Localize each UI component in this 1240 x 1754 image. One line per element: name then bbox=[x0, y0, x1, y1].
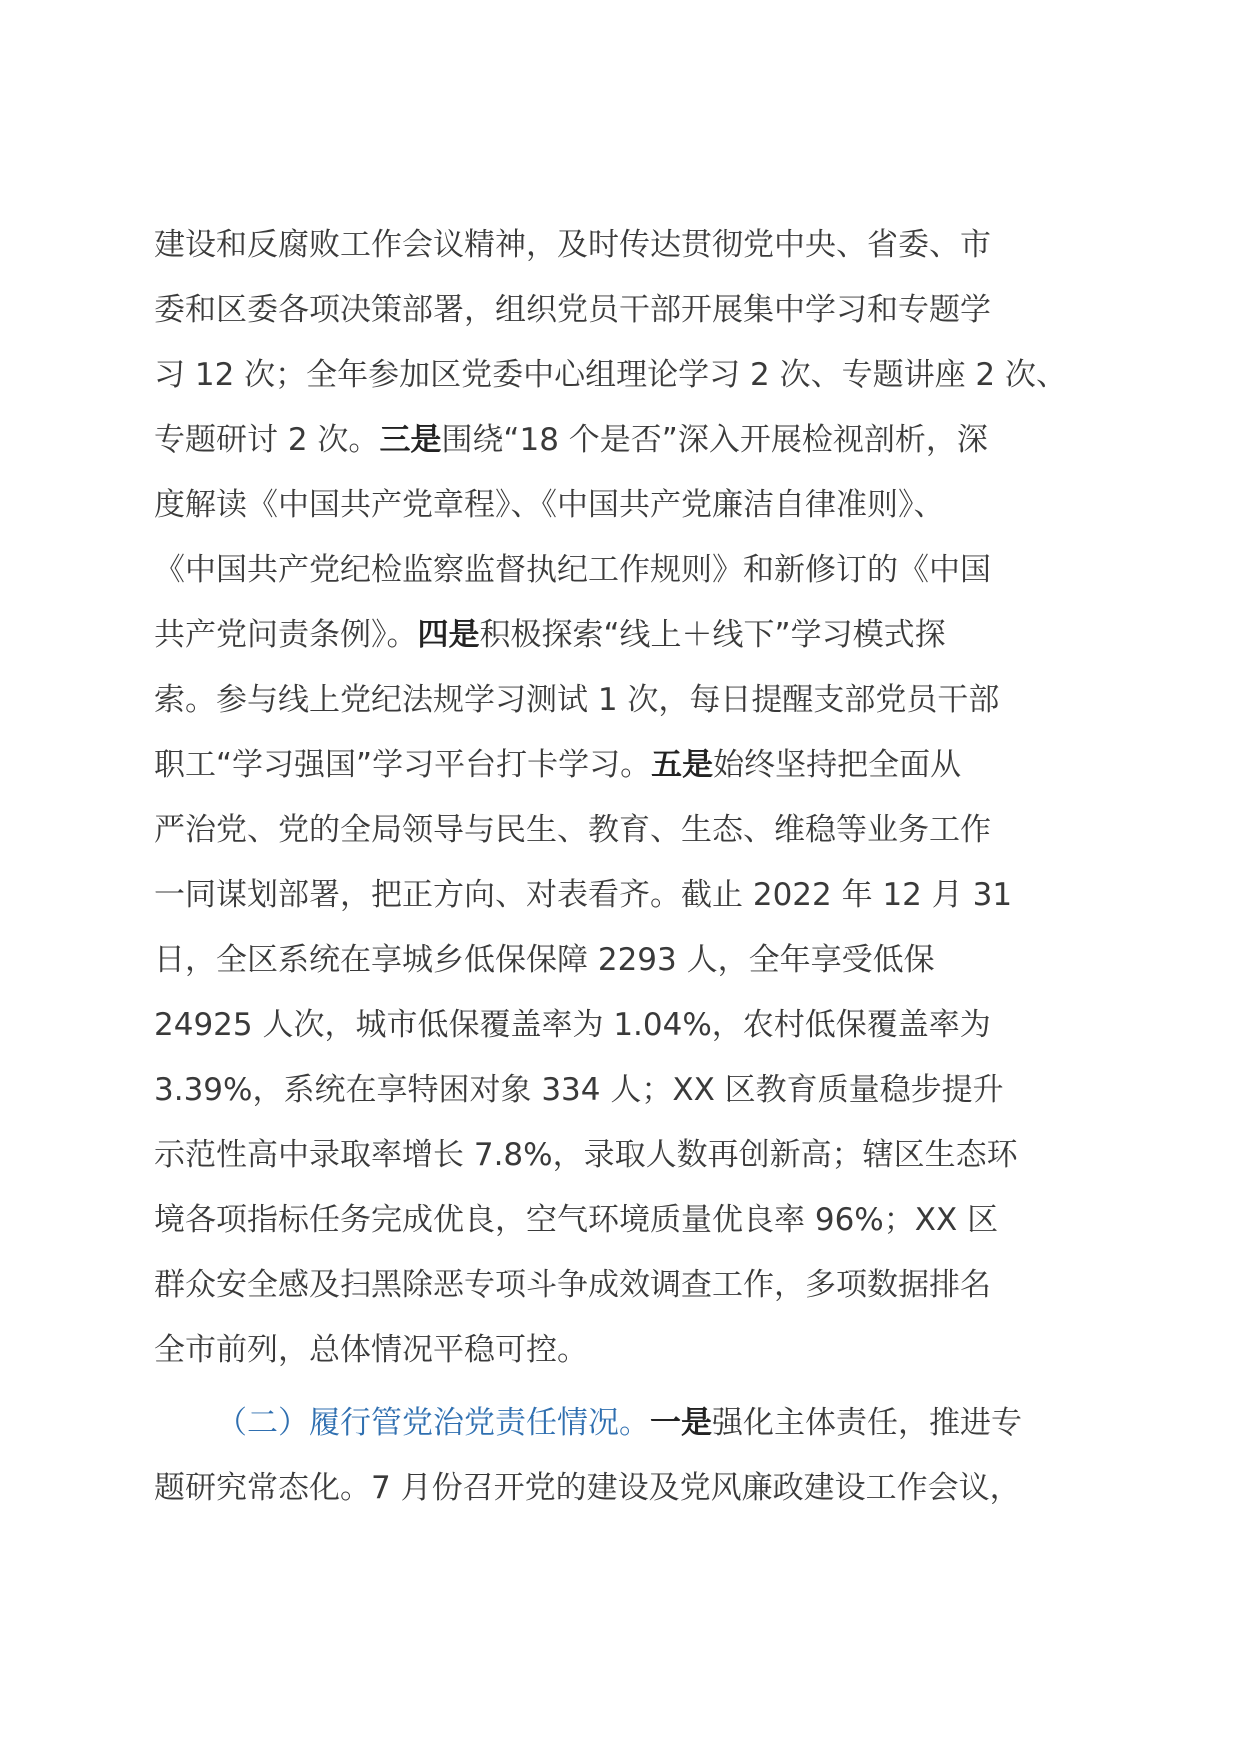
text-run: 境各项指标任务完成优良，空气环境质量优良率 96%；XX 区 bbox=[154, 1202, 999, 1238]
text-line bbox=[154, 993, 1094, 1058]
bold-lead: 一是 bbox=[650, 1405, 712, 1441]
text-run: 24925 人次，城市低保覆盖率为 1.04%，农村低保覆盖率为 bbox=[154, 1007, 991, 1043]
text-line bbox=[154, 798, 1094, 863]
section-heading: （二）履行管党治党责任情况。 bbox=[216, 1405, 650, 1441]
text-run: 强化主体责任，推进专 bbox=[712, 1405, 1022, 1441]
text-run: 始终坚持把全面从 bbox=[713, 747, 962, 783]
body-text bbox=[154, 213, 1094, 1521]
text-run: 群众安全感及扫黑除恶专项斗争成效调查工作，多项数据排名 bbox=[154, 1267, 991, 1303]
text-line bbox=[154, 278, 1094, 343]
text-run: 严治党、党的全局领导与民生、教育、生态、维稳等业务工作 bbox=[154, 812, 991, 848]
text-run: 一同谋划部署，把正方向、对表看齐。截止 2022 年 12 月 31 bbox=[154, 877, 1013, 913]
text-run: 索。参与线上党纪法规学习测试 1 次，每日提醒支部党员干部 bbox=[154, 682, 1000, 718]
text-line bbox=[154, 1253, 1094, 1318]
text-run: 职工“学习强国”学习平台打卡学习。 bbox=[154, 747, 652, 783]
text-line bbox=[154, 343, 1094, 408]
bold-lead: 四是 bbox=[417, 617, 480, 653]
text-line bbox=[154, 408, 1094, 473]
text-line bbox=[154, 1123, 1094, 1188]
text-line bbox=[154, 538, 1094, 603]
text-run: 日，全区系统在享城乡低保保障 2293 人，全年享受低保 bbox=[154, 942, 935, 978]
text-line bbox=[154, 668, 1094, 733]
text-line bbox=[154, 213, 1094, 278]
text-line bbox=[154, 1058, 1094, 1123]
text-run: 建设和反腐败工作会议精神，及时传达贯彻党中央、省委、市 bbox=[154, 227, 991, 263]
text-line bbox=[154, 1188, 1094, 1253]
text-run: 积极探索“线上＋线下”学习模式探 bbox=[479, 617, 946, 653]
text-run: 《中国共产党纪检监察监督执纪工作规则》和新修订的《中国 bbox=[154, 552, 991, 588]
text-line bbox=[154, 473, 1094, 538]
text-line bbox=[154, 603, 1094, 668]
bold-lead: 五是 bbox=[651, 747, 714, 783]
text-run: 示范性高中录取率增长 7.8%，录取人数再创新高；辖区生态环 bbox=[154, 1137, 1018, 1173]
text-run: 全市前列，总体情况平稳可控。 bbox=[154, 1332, 588, 1368]
text-line bbox=[154, 928, 1094, 993]
text-line bbox=[154, 733, 1094, 798]
bold-lead: 三是 bbox=[379, 422, 442, 458]
text-run: 题研究常态化。7 月份召开党的建设及党风廉政建设工作会议， bbox=[154, 1470, 1021, 1506]
text-line bbox=[154, 1456, 1094, 1521]
text-line bbox=[154, 863, 1094, 928]
text-run: 3.39%，系统在享特困对象 334 人；XX 区教育质量稳步提升 bbox=[154, 1072, 1004, 1108]
text-run: 习 12 次；全年参加区党委中心组理论学习 2 次、专题讲座 2 次、 bbox=[154, 357, 1068, 393]
text-run: 度解读《中国共产党章程》、《中国共产党廉洁自律准则》、 bbox=[154, 487, 945, 523]
text-line bbox=[154, 1318, 1094, 1383]
text-run: 围绕“18 个是否”深入开展检视剖析，深 bbox=[441, 422, 988, 458]
text-run: 专题研讨 2 次。 bbox=[154, 422, 380, 458]
text-run: 委和区委各项决策部署，组织党员干部开展集中学习和专题学 bbox=[154, 292, 991, 328]
section-heading-line bbox=[154, 1391, 1094, 1456]
text-run: 共产党问责条例》。 bbox=[154, 617, 418, 653]
